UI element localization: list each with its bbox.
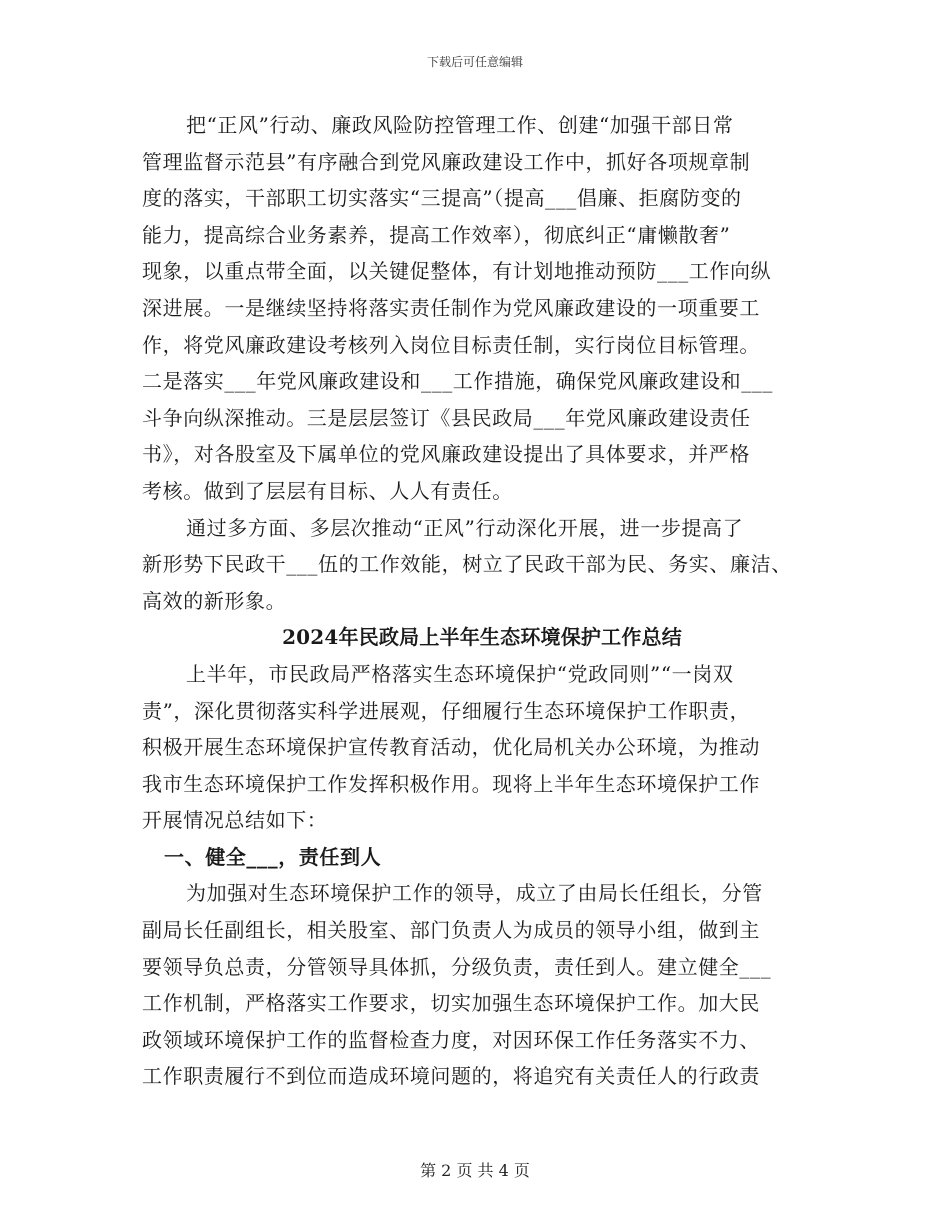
text-line: 我市生态环境保护工作发挥积极作用。现将上半年生态环境保护工作 — [142, 771, 760, 796]
body-paragraph — [142, 875, 822, 1095]
text-line: 责”，深化贯彻落实科学进展观，仔细履行生态环境保护工作职责， — [142, 698, 751, 723]
text-line: 书》，对各股室及下属单位的党风廉政建设提出了具体要求，并严格 — [142, 442, 750, 467]
text-line: 度的落实，干部职工切实落实“三提高”（提高___倡廉、拒腐防变的 — [142, 186, 742, 211]
text-line: 通过多方面、多层次推动“正风”行动深化开展，进一步提高了 — [186, 515, 744, 540]
subheading: 一、健全___，责任到人 — [164, 844, 382, 869]
paragraph-1 — [142, 107, 822, 510]
intro-paragraph — [142, 656, 822, 839]
text-line: 上半年，市民政局严格落实生态环境保护“党政同则”“一岗双 — [186, 661, 734, 686]
text-line: 作，将党风廉政建设考核列入岗位目标责任制，实行岗位目标管理。 — [142, 332, 760, 357]
text-line: 工作机制，严格落实工作要求，切实加强生态环境保护工作。加大民 — [142, 991, 760, 1016]
page-number: 第 2 页 共 4 页 — [420, 1161, 530, 1180]
text-line: 积极开展生态环境保护宣传教育活动，优化局机关办公环境，为推动 — [142, 735, 760, 760]
text-line: 为加强对生态环境保护工作的领导，成立了由局长任组长，分管 — [186, 881, 763, 906]
text-line: 斗争向纵深推动。三是层层签订《县民政局___年党风廉政建设责任 — [142, 405, 751, 430]
text-line: 要领导负总责，分管领导具体抓，分级负责，责任到人。建立健全___ — [142, 954, 772, 979]
document-body — [142, 107, 822, 1095]
paragraph-2 — [142, 510, 822, 620]
text-line: 考核。做到了层层有目标、人人有责任。 — [142, 478, 513, 503]
text-line: 高效的新形象。 — [142, 588, 287, 613]
text-line: 开展情况总结如下： — [142, 808, 328, 833]
text-line: 工作职责履行不到位而造成环境问题的，将追究有关责任人的行政责 — [142, 1064, 760, 1089]
text-line: 管理监督示范县”有序融合到党风廉政建设工作中，抓好各项规章制 — [142, 149, 751, 174]
section-title: 2024年民政局上半年生态环境保护工作总结 — [282, 625, 682, 650]
text-line: 把“正风”行动、廉政风险防控管理工作、创建“加强干部日常 — [186, 113, 734, 137]
page-header: 下载后可任意编辑 — [426, 55, 523, 69]
text-line: 新形势下民政干___伍的工作效能，树立了民政干部为民、务实、廉洁、 — [142, 552, 792, 577]
text-line: 二是落实___年党风廉政建设和___工作措施，确保党风廉政建设和___ — [142, 369, 773, 394]
text-line: 副局长任副组长，相关股室、部门负责人为成员的领导小组，做到主 — [142, 918, 760, 943]
text-line: 能力，提高综合业务素养，提高工作效率），彻底纠正“庸懒散奢” — [142, 222, 731, 247]
text-line: 政领域环境保护工作的监督检查力度，对因环保工作任务落实不力、 — [142, 1027, 760, 1052]
text-line: 现象，以重点带全面，以关键促整体，有计划地推动预防___工作向纵 — [142, 259, 772, 284]
text-line: 深进展。一是继续坚持将落实责任制作为党风廉政建设的一项重要工 — [142, 295, 760, 320]
